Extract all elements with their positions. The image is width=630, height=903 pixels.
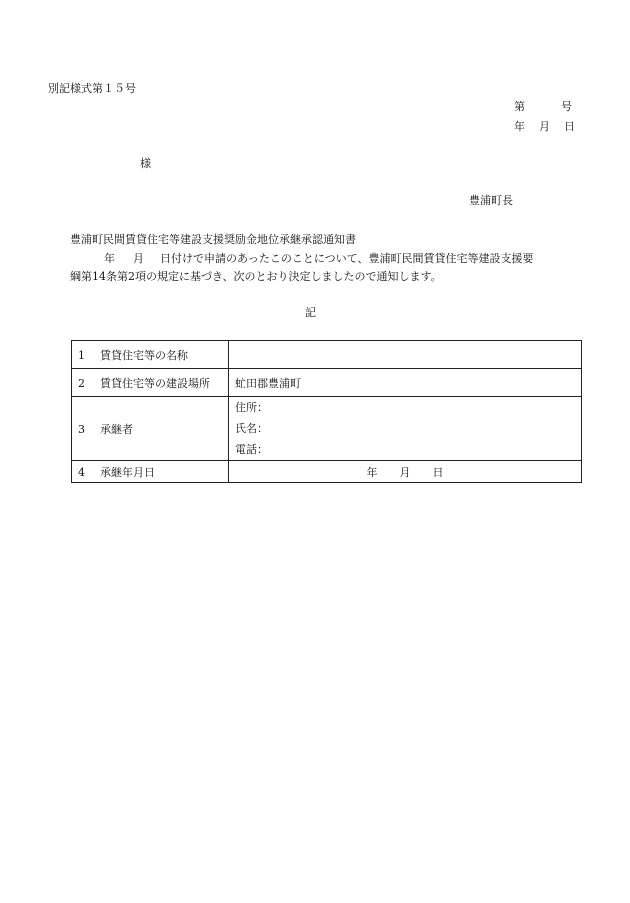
row-number: 1	[78, 348, 85, 362]
row-label	[72, 461, 229, 483]
table-row	[72, 461, 582, 483]
date-month: 月	[539, 120, 550, 133]
row-value	[229, 397, 582, 461]
row-value: 虻田郡豊浦町	[229, 369, 582, 397]
notice-title: 豊浦町民間賃貸住宅等建設支援奨励金地位承継承認通知書	[70, 233, 356, 246]
table-row	[72, 369, 582, 397]
addressee-honorific: 様	[140, 157, 151, 170]
document-date	[514, 120, 575, 134]
form-number: 別記様式第１５号	[48, 82, 136, 95]
date-year: 年	[514, 120, 525, 133]
succession-day: 日	[432, 465, 444, 479]
successor-address-label: 住所：	[235, 401, 268, 414]
body-text: 日付けで申請のあったこのことについて、豊浦町民間賃貸住宅等建設支援要綱第14条第2項の規定に基づき、次のとおり決定しましたので通知します。	[70, 252, 534, 283]
row-label-text: 承継者	[100, 422, 133, 436]
document-number	[514, 100, 572, 114]
notice-body	[70, 250, 540, 286]
ki-label: 記	[305, 306, 316, 319]
succession-date	[229, 461, 582, 483]
row-label-text: 賃貸住宅等の名称	[100, 348, 188, 362]
body-year-label: 年	[104, 252, 115, 265]
details-table	[71, 340, 582, 483]
row-label-text: 承継年月日	[100, 465, 155, 479]
succession-year: 年	[366, 465, 378, 479]
row-value	[229, 341, 582, 369]
body-month-label: 月	[133, 252, 144, 265]
table-row	[72, 341, 582, 369]
row-label	[72, 369, 229, 397]
succession-month: 月	[399, 465, 411, 479]
row-label	[72, 341, 229, 369]
doc-number-prefix: 第	[514, 100, 525, 113]
row-number: 3	[78, 422, 85, 436]
successor-name-label: 氏名：	[235, 422, 268, 435]
row-number: 4	[78, 465, 85, 479]
row-number: 2	[78, 376, 85, 390]
sender-name: 豊浦町長	[469, 194, 513, 207]
row-label-text: 賃貸住宅等の建設場所	[100, 376, 210, 390]
table-row	[72, 397, 582, 461]
row-label	[72, 397, 229, 461]
successor-phone-label: 電話：	[235, 443, 268, 456]
doc-number-suffix: 号	[561, 100, 572, 113]
date-day: 日	[564, 120, 575, 133]
